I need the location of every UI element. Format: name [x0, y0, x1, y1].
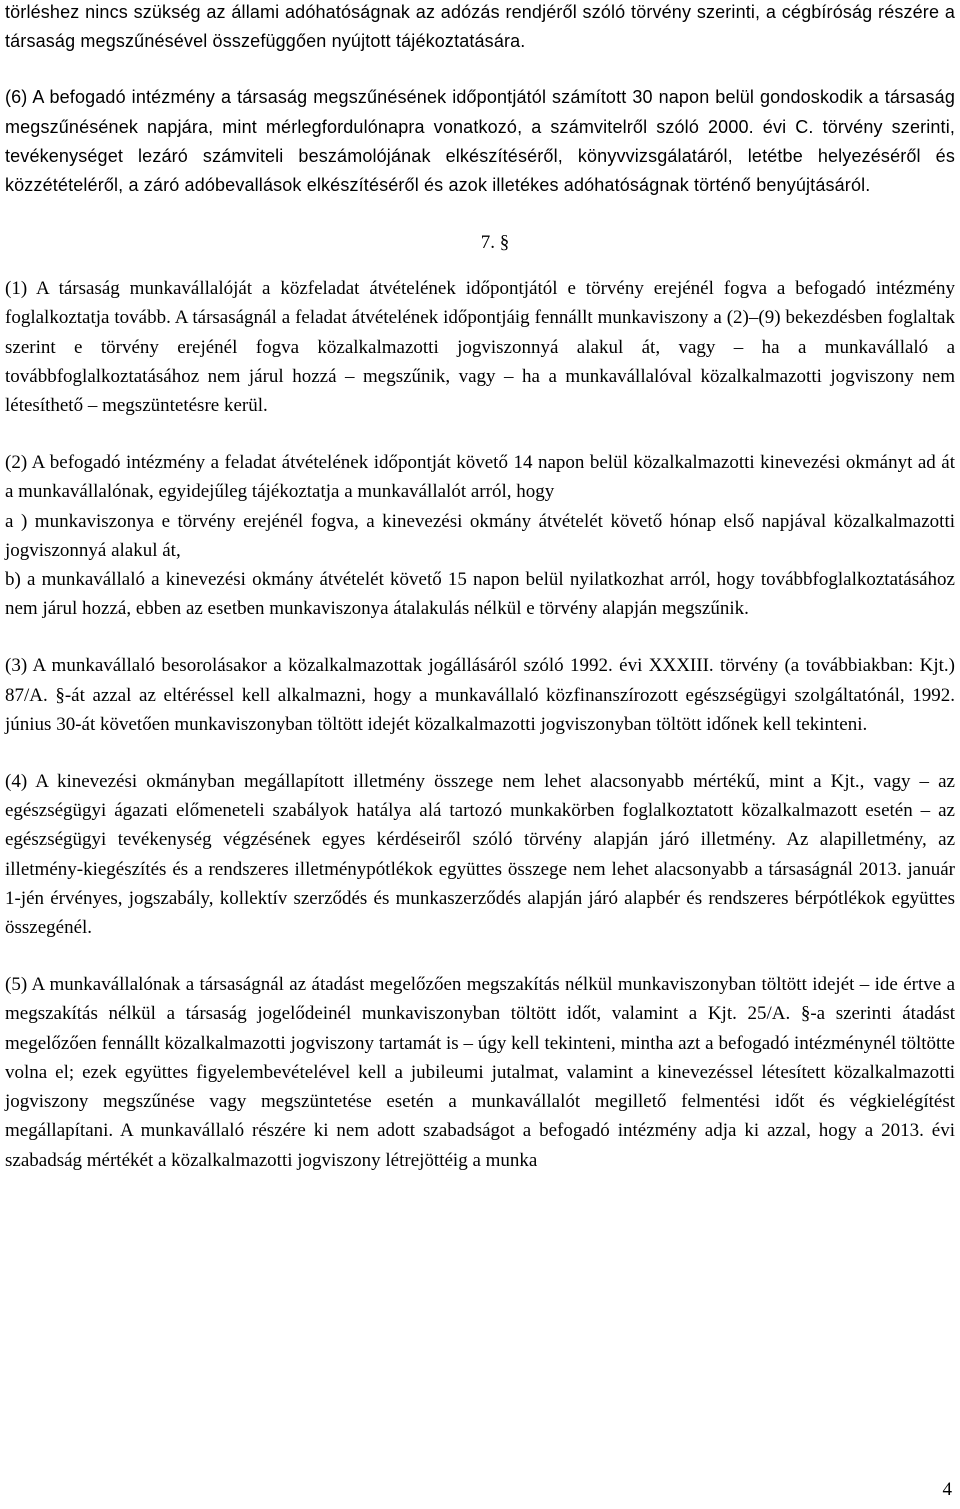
paragraph-intro: törléshez nincs szükség az állami adóhatóságnak az adózás rendjéről szóló törvény szerinti, a cégbíróság részére a társaság megszűnésével összefüggően nyújtott tájékoztatására.: [5, 2, 955, 52]
document-page: [5, 0, 955, 1175]
section-7-paragraph-2-item-b: b) a munkavállaló a kinevezési okmány átvételét követő 15 napon belül nyilatkozhat arról, hogy továbbfoglalkoztatásához nem járul hozzá, ebben az esetben munkaviszonya átalakulás nélkül e törvény alapján megszűnik.: [5, 569, 955, 620]
section-7-paragraph-4: (4) A kinevezési okmányban megállapított illetmény összege nem lehet alacsonyabb mértékű, mint a Kjt., vagy – az egészségügyi ágazati előmeneteli szabályok hatálya alá tartozó munkakörben foglalkoztatott közalkalmazott esetén – az egészségügyi tevékenység végzésének egyes kérdéseiről szóló törvény alapján járó illetmény. Az alapilletmény, az illetmény-kiegészítés és a rendszeres illetménypótlékok együttes összege nem lehet alacsonyabb a társaságnál 2013. január 1-jén érvényes, jogszabály, kollektív szerződés és munkaszerződés alapján járó alapbér és rendszeres bérpótlékok együttes összegénél.: [5, 771, 955, 939]
paragraph-6-part-2: törvény szerinti, tevékenységet lezáró számviteli beszámolójának elkészítéséről, könyvvizsgálatáról, letétbe helyezéséről és közzétételéről, a záró adóbevallások elkészítéséről és azok illetékes adóhatóságnak történő benyújtásáról.: [5, 116, 956, 196]
section-7-paragraph-3: (3) A munkavállaló besorolásakor a közalkalmazottak jogállásáról szóló 1992. évi XXXIII. törvény (a továbbiakban: Kjt.) 87/A. §-át azzal az eltéréssel kell alkalmazni, hogy a munkavállaló közfinanszírozott egészségügyi szolgáltatónál, 1992. június 30-át követően munkaviszonyban töltött idejét közalkalmazotti jogviszonyban töltött időnek kell tekinteni.: [5, 655, 955, 735]
paragraph-6-part-1: (6) A befogadó intézmény a társaság megszűnésének időpontjától számított 30 napon belül gondoskodik a társaság megszűnésének napjára, mint mérlegfordulónapra vonatkozó, a számvitelről szóló 2000. évi C.: [5, 87, 955, 137]
page-number: 4: [942, 1479, 952, 1500]
section-7-paragraph-2-item-a: a ) munkaviszonya e törvény erejénél fogva, a kinevezési okmány átvételét követő hónap első napjával közalkalmazotti jogviszonnyá alakul át,: [5, 510, 955, 561]
section-7-paragraph-1-part-1: (1) A társaság munkavállalóját a közfeladat átvételének időpontjától e törvény erejénél fogva a befogadó intézmény foglalkoztatja tovább.: [5, 278, 955, 329]
section-heading: 7. §: [480, 232, 510, 254]
section-7-paragraph-1-part-2: A társaságnál a feladat átvételének időpontjáig fennállt munkaviszony a (2)–(9) bekezdésben foglaltak szerint e törvény erejénél fogva közalkalmazotti jogviszonnyá alakul át, vagy – ha a munkavállaló a továbbfoglalkoztatásához nem járul hozzá – megszűnik, vagy – ha a munkavállalóval közalkalmazotti jogviszony nem létesíthető – megszüntetésre kerül.: [5, 307, 955, 417]
paragraph-6: [5, 83, 955, 200]
section-7-paragraph-5: (5) A munkavállalónak a társaságnál az átadást megelőzően megszakítás nélkül munkaviszonyban töltött idejét – ide értve a megszakítás nélkül a társaság jogelődeinél munkaviszonyban töltött időt, valamint a Kjt. 25/A. §-a szerinti átadást megelőzően fennállt közalkalmazotti jogviszony tartamát is – úgy kell tekinteni, mintha azt a befogadó intézménynél töltötte volna el; ezek együttes figyelembevételével kell a jubileumi jutalmat, valamint a kinevezéssel létesített közalkalmazotti jogviszony megszűnése vagy megszüntetése esetén a munkavállalót megillető felmentési időt és végkielégítést megállapítani. A munkavállaló részére ki nem adott szabadságot a befogadó intézmény adja ki azzal, hogy a 2013. évi szabadság mértékét a közalkalmazotti jogviszony létrejöttéig a munka: [5, 974, 955, 1171]
section-7-paragraph-1: [5, 274, 955, 420]
section-7-paragraph-2: (2) A befogadó intézmény a feladat átvételének időpontját követő 14 napon belül közalkalmazotti kinevezési okmányt ad át a munkavállalónak, egyidejűleg tájékoztatja a munkavállalót arról, hogy: [5, 452, 955, 503]
